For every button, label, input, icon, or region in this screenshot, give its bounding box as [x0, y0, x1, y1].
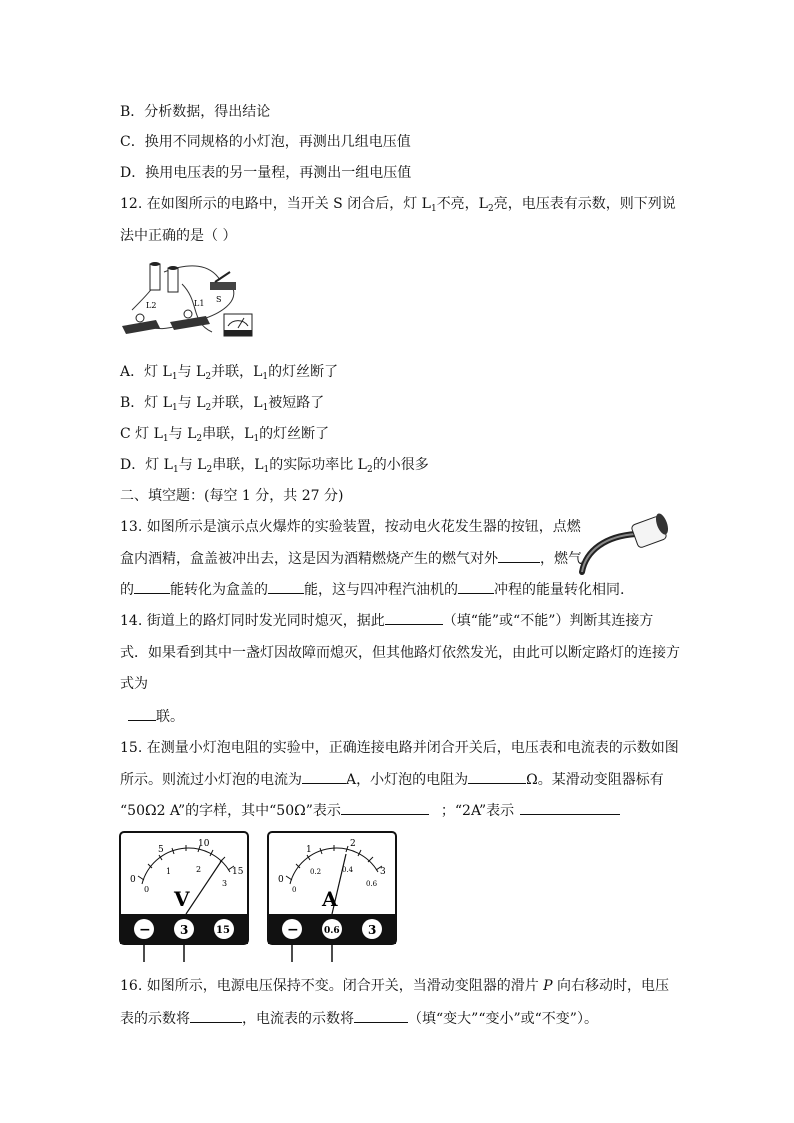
q15-line2: 所示。则流过小灯泡的电流为 A，小灯泡的电阻为 Ω。某滑动变阻器标有 [120, 769, 664, 790]
q15-blank-50ohm[interactable] [341, 800, 429, 815]
q15-blank-2a[interactable] [520, 800, 620, 815]
q16-line1: 16. 如图所示，电源电压保持不变。闭合开关，当滑动变阻器的滑片 P 向右移动时，电压 [120, 978, 670, 994]
voltmeter-terminal-15: 15 [216, 925, 230, 936]
q11-option-b: B．分析数据，得出结论 [120, 104, 271, 120]
ammeter-inner-tick-0: 0 [292, 886, 297, 894]
ammeter-terminal-3: 3 [368, 923, 377, 937]
ammeter-terminal-negative: − [287, 922, 299, 938]
voltmeter-inner-tick-1: 1 [166, 867, 172, 876]
q13-blank-2[interactable] [134, 579, 170, 594]
q15-blank-current[interactable] [302, 769, 346, 784]
ammeter-outer-tick-0: 0 [278, 875, 284, 885]
q12-circuit-figure [120, 262, 256, 344]
q12-stem-line2: 法中正确的是（ ） [120, 228, 237, 244]
q13-ignition-apparatus-figure [576, 510, 676, 576]
ammeter-inner-tick-04: 0.4 [342, 866, 354, 874]
ammeter-terminal-06: 0.6 [324, 926, 340, 936]
q12-label-l2: L2 [146, 301, 157, 310]
q14-line3: 式为 [120, 676, 148, 692]
ammeter-inner-tick-02: 0.2 [310, 868, 322, 876]
q15-line1: 15. 在测量小灯泡电阻的实验中，正确连接电路并闭合开关后，电压表和电流表的示数如图 [120, 740, 679, 756]
q13-line3: 的 能转化为盒盖的 能，这与四冲程汽油机的 冲程的能量转化相同. [120, 579, 624, 600]
voltmeter-outer-tick-5: 5 [158, 845, 164, 855]
ammeter-outer-tick-1: 1 [306, 845, 312, 855]
voltmeter-symbol: V [174, 887, 190, 911]
voltmeter-outer-tick-10: 10 [198, 839, 210, 849]
q16-blank-ammeter[interactable] [354, 1008, 408, 1023]
q15-ammeter [266, 830, 398, 964]
q12-option-a: A．灯 $L_1$与 $L_2$并联，$L_1$的灯丝断了 [120, 364, 339, 382]
q15-blank-resistance[interactable] [468, 769, 526, 784]
voltmeter-terminal-negative: − [139, 922, 151, 938]
q12-label-s: S [216, 295, 222, 304]
voltmeter-inner-tick-2: 2 [196, 865, 202, 874]
voltmeter-inner-tick-3: 3 [222, 879, 228, 888]
ammeter-inner-tick-06: 0.6 [366, 880, 378, 888]
voltmeter-outer-tick-15: 15 [232, 867, 244, 877]
ammeter-outer-tick-3: 3 [380, 867, 386, 877]
ammeter-symbol: A [322, 887, 338, 911]
q12-stem-line1: 12. 在如图所示的电路中，当开关 S 闭合后，灯 $L_1$不亮，$L_2$亮，电压表有示数，则下列说 [120, 196, 676, 214]
q14-blank-2[interactable] [128, 706, 156, 721]
q12-label-l1: L1 [194, 299, 205, 308]
q14-line1: 14. 街道上的路灯同时发光同时熄灭，据此 （填“能”或“不能”）判断其连接方 [120, 610, 653, 631]
q13-line1: 13. 如图所示是演示点火爆炸的实验装置，按动电火花发生器的按钮，点燃 [120, 519, 581, 535]
section-fill-in-heading: 二、填空题：(每空 1 分，共 27 分) [120, 488, 344, 504]
q12-option-d: D．灯 $L_1$与 $L_2$串联，$L_1$的实际功率比 $L_2$的小很多 [120, 457, 429, 475]
q14-blank-1[interactable] [385, 610, 443, 625]
voltmeter-terminal-3: 3 [180, 923, 189, 937]
ammeter-outer-tick-2: 2 [350, 839, 356, 849]
q14-line4: 联。 [120, 706, 184, 727]
q13-blank-1[interactable] [498, 548, 540, 563]
q15-line3: “50Ω2 A”的字样，其中“50Ω”表示 ；“2A”表示 [120, 800, 620, 821]
q16-line2: 表的示数将 ，电流表的示数将 （填“变大”“变小”或“不变”）。 [120, 1008, 598, 1029]
q13-line2: 盒内酒精，盒盖被冲出去，这是因为酒精燃烧产生的燃气对外 ，燃气 [120, 548, 582, 569]
voltmeter-inner-tick-0: 0 [144, 885, 150, 894]
q13-blank-4[interactable] [458, 579, 494, 594]
q11-option-c: C．换用不同规格的小灯泡，再测出几组电压值 [120, 134, 411, 150]
q13-blank-3[interactable] [268, 579, 304, 594]
q12-option-b: B．灯 $L_1$与 $L_2$并联，$L_1$被短路了 [120, 395, 325, 413]
q15-voltmeter [118, 830, 250, 964]
q16-blank-voltmeter[interactable] [190, 1008, 242, 1023]
q12-option-c: C 灯 $L_1$与 $L_2$串联，$L_1$的灯丝断了 [120, 426, 330, 444]
q14-line2: 式．如果看到其中一盏灯因故障而熄灭，但其他路灯依然发光，由此可以断定路灯的连接方 [120, 645, 680, 661]
q11-option-d: D．换用电压表的另一量程，再测出一组电压值 [120, 165, 412, 181]
voltmeter-outer-tick-0: 0 [130, 875, 136, 885]
